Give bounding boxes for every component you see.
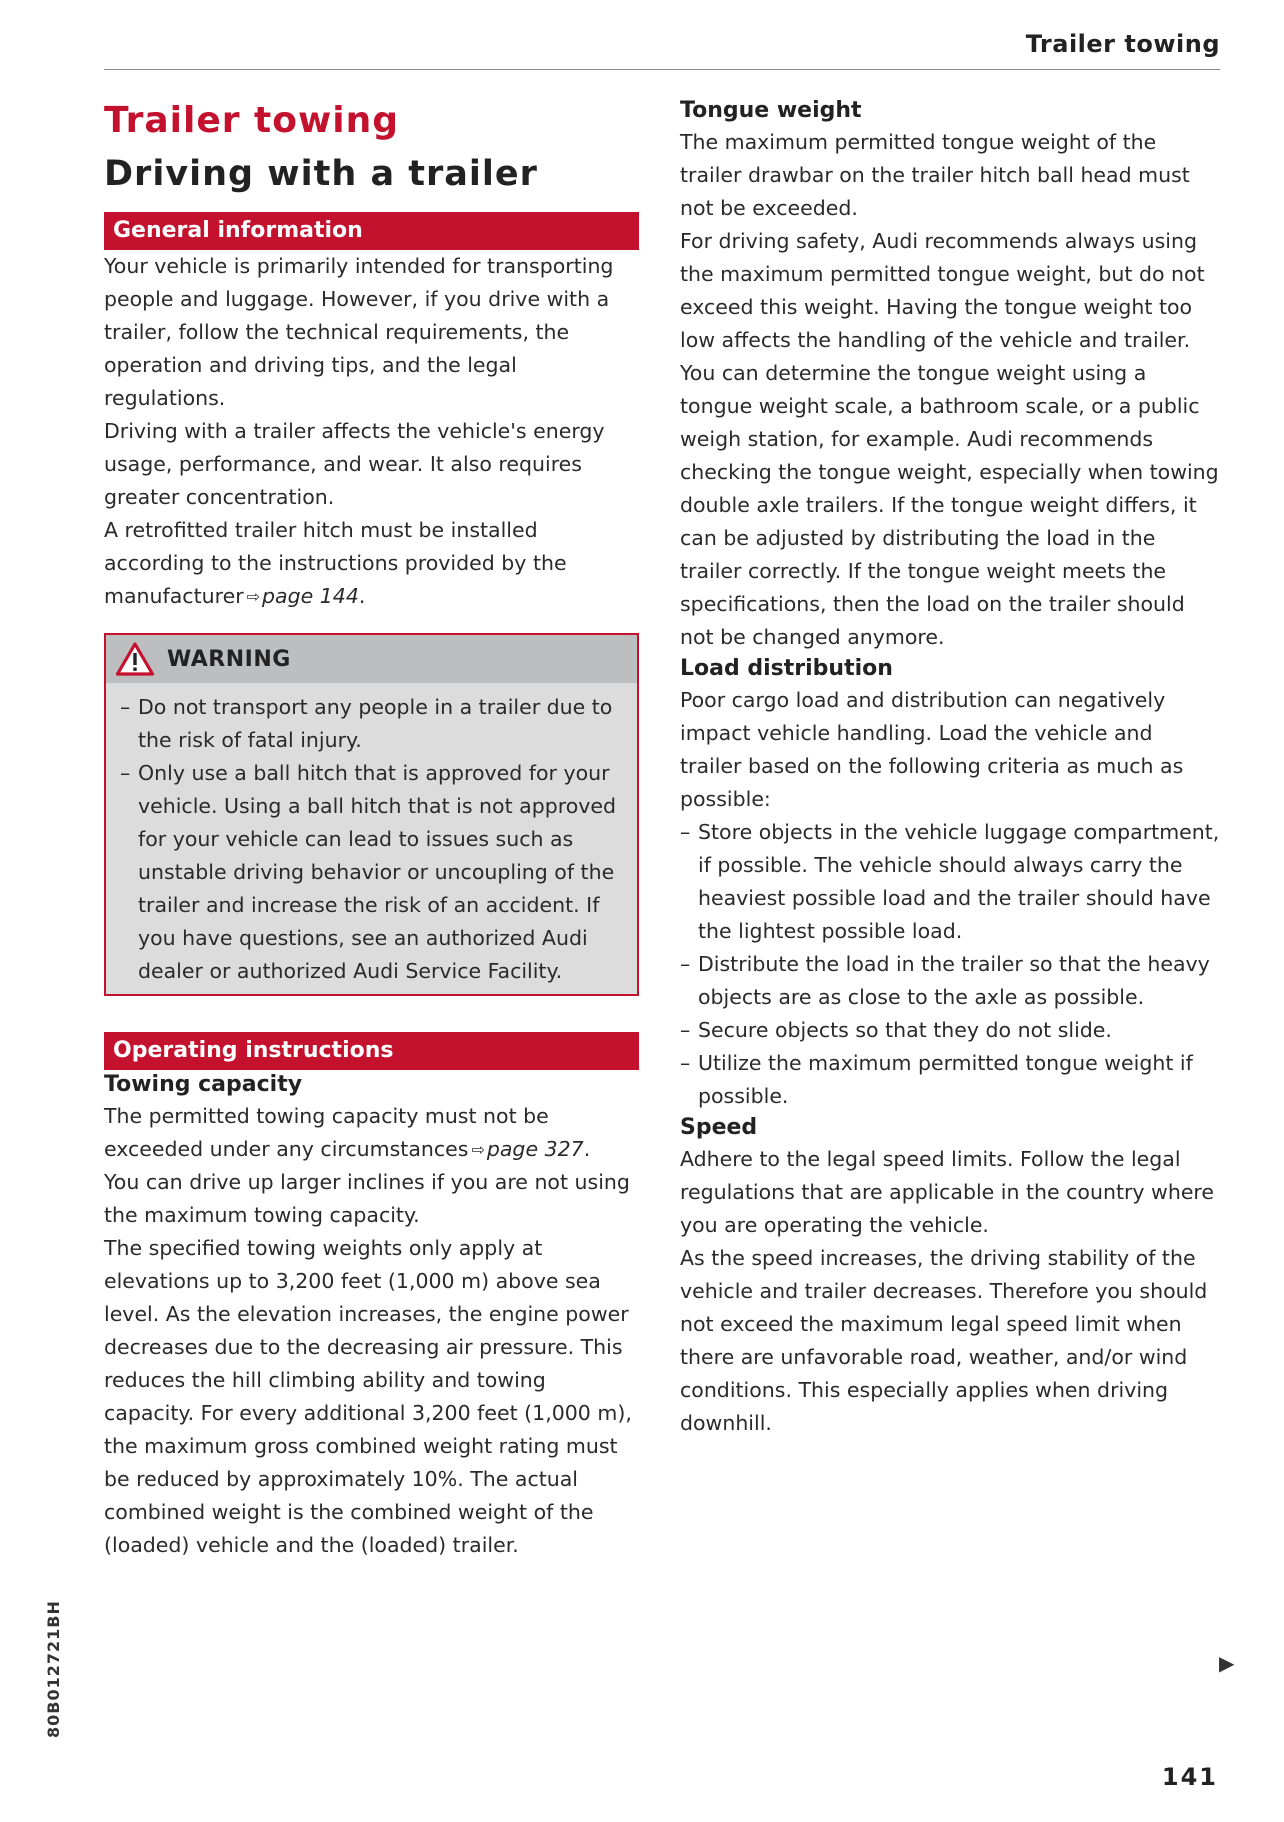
speed-paragraph-1: Adhere to the legal speed limits. Follow the legal regulations that are applicable in the country where you are operating the vehicle. — [680, 1147, 1215, 1237]
load-item-text: Utilize the maximum permitted tongue weight if possible. — [698, 1051, 1193, 1108]
chapter-title: Trailer towing — [104, 100, 399, 141]
load-list-item — [680, 816, 1220, 948]
load-distribution-heading: Load distribution — [680, 656, 893, 681]
left-column — [104, 96, 639, 1562]
page-reference-link[interactable]: page 327 — [486, 1137, 584, 1161]
load-distribution-list — [680, 816, 1220, 1113]
running-header-title: Trailer towing — [1025, 30, 1220, 58]
tongue-weight-paragraph-3: You can determine the tongue weight using a tongue weight scale, a bathroom scale, or a public weigh station, for example. Audi recommends checking the tongue weight, especially when towing double axle trailers. If the tongue weight differs, it can be adjusted by distributing the load in the trailer correctly. If the tongue weight meets the specifications, then the load on the trailer should not be changed anymore. — [680, 361, 1219, 649]
warning-body — [106, 683, 637, 994]
towing-capacity-paragraph-1 — [104, 1100, 639, 1166]
load-item-text: Distribute the load in the trailer so that the heavy objects are as close to the axle as possible. — [698, 952, 1210, 1009]
warning-box — [104, 633, 639, 996]
towing-capacity-paragraph-2: You can drive up larger inclines if you are not using the maximum towing capacity. — [104, 1170, 630, 1227]
tongue-weight-heading: Tongue weight — [680, 98, 862, 123]
towing-capacity-paragraph-3: The specified towing weights only apply at elevations up to 3,200 feet (1,000 m) above sea level. As the elevation increases, the engine power decreases due to the decreasing air pressure. This reduces the hill climbing ability and towing capacity. For every additional 3,200 feet (1,000 m), the maximum gross combined weight rating must be reduced by approximately 10%. The actual combined weight is the combined weight of the (loaded) vehicle and the (loaded) trailer. — [104, 1236, 632, 1557]
warning-item-text: Only use a ball hitch that is approved for your vehicle. Using a ball hitch that is not approved for your vehicle can lead to issues such as unstable driving behavior or uncoupling of the trailer and increase the risk of an accident. If you have questions, see an authorized Audi dealer or authorized Audi Service Facility. — [138, 761, 617, 983]
load-item-text: Secure objects so that they do not slide. — [698, 1018, 1112, 1042]
general-info-paragraph-1: Your vehicle is primarily intended for transporting people and luggage. However, if you drive with a trailer, follow the technical requirements, the operation and driving tips, and the legal regulations. — [104, 254, 614, 410]
paragraph-end: . — [358, 584, 366, 608]
operating-instructions-heading: Operating instructions — [104, 1032, 639, 1070]
warning-list-item — [120, 757, 623, 988]
header-divider — [104, 69, 1220, 70]
dash-bullet: – — [680, 1051, 691, 1075]
tongue-weight-paragraph-1: The maximum permitted tongue weight of the trailer drawbar on the trailer hitch ball head must not be exceeded. — [680, 130, 1190, 220]
general-info-paragraph-3 — [104, 514, 639, 613]
dash-bullet: – — [120, 695, 131, 719]
paragraph-text: A retrofitted trailer hitch must be installed according to the instructions provided by the manufacturer — [104, 518, 567, 608]
warning-item-text: Do not transport any people in a trailer due to the risk of fatal injury. — [138, 695, 613, 752]
speed-heading: Speed — [680, 1115, 758, 1140]
warning-list — [120, 691, 623, 988]
right-column — [680, 96, 1220, 1440]
load-list-item — [680, 1047, 1220, 1113]
load-distribution-paragraph: Poor cargo load and distribution can negatively impact vehicle handling. Load the vehicle and trailer based on the following criteria as much as possible: — [680, 688, 1184, 811]
speed-paragraph-2: As the speed increases, the driving stability of the vehicle and trailer decreases. Therefore you should not exceed the maximum legal speed limit when there are unfavorable road, weather, and/or wind conditions. This especially applies when driving downhill. — [680, 1246, 1208, 1435]
continue-arrow-icon: ▶ — [1219, 1651, 1235, 1675]
page-reference-link[interactable]: page 144 — [262, 584, 359, 608]
paragraph-text: The permitted towing capacity must not be exceeded under any circumstances — [104, 1104, 549, 1161]
dash-bullet: – — [680, 1018, 691, 1042]
dash-bullet: – — [120, 761, 131, 785]
load-list-item — [680, 948, 1220, 1014]
page-reference-arrow-icon: ⇨ — [246, 587, 261, 606]
dash-bullet: – — [680, 820, 691, 844]
dash-bullet: – — [680, 952, 691, 976]
document-code: 80B012721BH — [44, 1600, 63, 1738]
warning-list-item — [120, 691, 623, 757]
towing-capacity-heading: Towing capacity — [104, 1072, 303, 1097]
general-info-paragraph-2: Driving with a trailer affects the vehicle's energy usage, performance, and wear. It also requires greater concentration. — [104, 419, 605, 509]
general-information-heading: General information — [104, 212, 639, 250]
load-list-item — [680, 1014, 1220, 1047]
section-title: Driving with a trailer — [104, 154, 538, 194]
page-reference-arrow-icon: ⇨ — [471, 1140, 485, 1159]
warning-label: WARNING — [167, 646, 291, 672]
paragraph-end: . — [583, 1137, 591, 1161]
page-number: 141 — [1161, 1763, 1218, 1791]
warning-triangle-icon — [115, 641, 155, 677]
tongue-weight-paragraph-2: For driving safety, Audi recommends always using the maximum permitted tongue weight, but do not exceed this weight. Having the tongue weight too low affects the handling of the vehicle and trailer. — [680, 229, 1205, 352]
load-item-text: Store objects in the vehicle luggage compartment, if possible. The vehicle should always carry the heaviest possible load and the trailer should have the lightest possible load. — [698, 820, 1220, 943]
warning-header — [106, 635, 637, 683]
